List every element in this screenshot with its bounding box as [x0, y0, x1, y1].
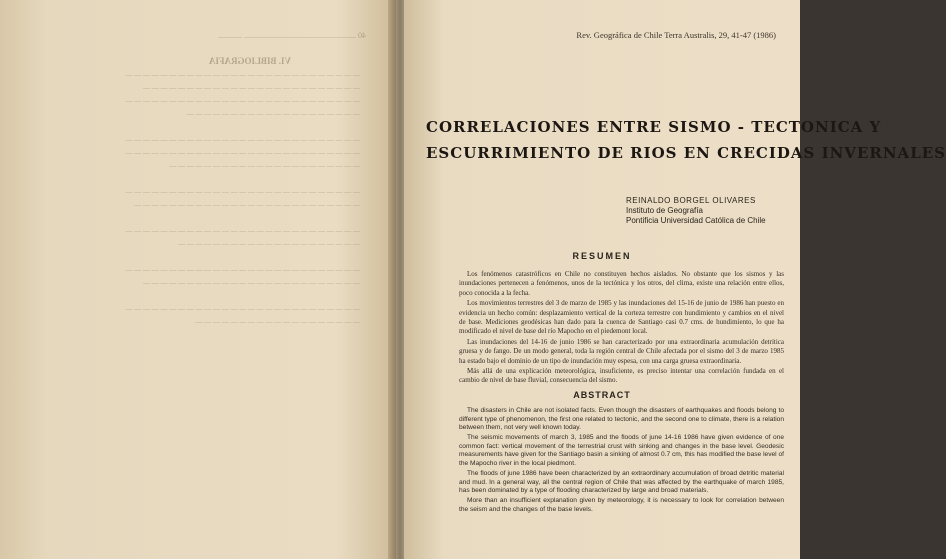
author-block	[626, 196, 796, 226]
title-line-2: ESCURRIMIENTO DE RIOS EN CRECIDAS INVERNALES	[426, 144, 946, 162]
abstract-heading: ABSTRACT	[573, 390, 631, 400]
abstract-paragraph: The seismic movements of march 3, 1985 and the floods of june 14-16 1986 have given evidence of one common fact: vertical movement of the terrestrial crust with sinking and changes in the base level. Geodesic measurements have given for the Santiago basin a sinking of almost 0.7 cm, this has modified the base level of the Mapocho river in the local piedmont.	[459, 434, 784, 468]
resumen-paragraph: Los movimientos terrestres del 3 de marzo de 1985 y las inundaciones del 15-16 de junio de 1986 han puesto en evidencia un hecho común: desplazamiento vertical de la corteza terrestre con hundimiento y cambios en el nivel de base. Mediciones geodésicas han dado para la cuenca de Santiago casi 0.7 cms. de hundimiento, lo que ha modificado el nivel de base del río Mapocho en el piedemont local.	[459, 299, 784, 336]
article-title	[426, 114, 946, 166]
resumen-body	[459, 270, 784, 387]
right-page	[404, 0, 946, 559]
abstract-paragraph: More than an insufficient explanation given by meteorology, it is necessary to look for correlation between the seism and the changes of the base levels.	[459, 497, 784, 514]
left-page-header-bleed: 40 ........................................................ ............	[218, 31, 366, 40]
left-page-section-heading: VI. BIBLIOGRAFIA	[209, 56, 292, 66]
author-affiliation-university: Pontificia Universidad Católica de Chile	[626, 216, 766, 225]
title-line-1: CORRELACIONES ENTRE SISMO - TECTONICA Y	[426, 118, 882, 136]
left-page	[0, 0, 396, 559]
left-page-bleed-text: — — — — — — — — — — — — — — — — — — — — — — — — — — — — — — — — — — — — — — — — — — — — — — — — — — — — — — — — — — — — — — — — — — — — — — — — — — — — — — — — — — — — — — — — — — — — — — — — — — — — — — — — — — — — — — — — — — — — — — — — — — — — — — — — — — — — — — — — — — — — — — — — — — — — — — — — — — — — — — — — — — — — — — — — — — — — — — — — — — — — — — — — — — — — — — — — — — — — — — — — — — — — — — — — — — — — — — — — — — — — — — — — — — — — — — — — — — — — — — — — — — — — — — — — — — — — — — — — — — — — — — — — — — — — — — — — — — — — — — — — — — — — — — — — — — — — — — — — — — — — — — — — — — — — — — — — — — — — — — — — — — — — — — — — — — — — — — — — — — — — — — — — — — — — — — — — — — — — — — — — — — — — — — — — — — — — — —	[125, 71, 360, 326]
abstract-paragraph: The disasters in Chile are not isolated facts. Even though the disasters of earthquakes and floods belong to different type of phenomenon, the first one related to tectonic, and the second one to climate, there is a relation between them, not very well known today.	[459, 407, 784, 432]
resumen-heading: RESUMEN	[572, 251, 632, 261]
abstract-body	[459, 407, 784, 516]
author-affiliation-institute: Instituto de Geografía	[626, 206, 703, 215]
resumen-paragraph: Los fenómenos catastróficos en Chile no constituyen hechos aislados. No obstante que los sismos y las inundaciones pertenecen a fenómenos, unos de la tectónica y los otros, del clima, existe una relación entre ellos, poco conocida a la fecha.	[459, 270, 784, 297]
abstract-paragraph: The floods of june 1986 have been characterized by an extraordinary accumulation of broad detritic material and mud. In a general way, all the central region of Chile that was affected by the earthquake of march 1985, has been dominated by a type of flooding characterized by large and broad materials.	[459, 470, 784, 495]
author-name: REINALDO BORGEL OLIVARES	[626, 196, 756, 205]
running-header: Rev. Geográfica de Chile Terra Australis, 29, 41-47 (1986)	[576, 30, 776, 40]
resumen-paragraph: Las inundaciones del 14-16 de junio 1986 se han caracterizado por una extraordinaria acumulación detrítica gruesa y de fango. De un modo general, toda la región central de Chile afectada por el sismo del 3 de marzo 1985 ha estado bajo el dominio de un tipo de inundación muy espesa, con una carga gruesa extraordinaria.	[459, 337, 784, 365]
resumen-paragraph: Más allá de una explicación meteorológica, insuficiente, es preciso intentar una correlación fundada en el cambio de nivel de base fluvial, consecuencia del sismo.	[459, 367, 784, 385]
